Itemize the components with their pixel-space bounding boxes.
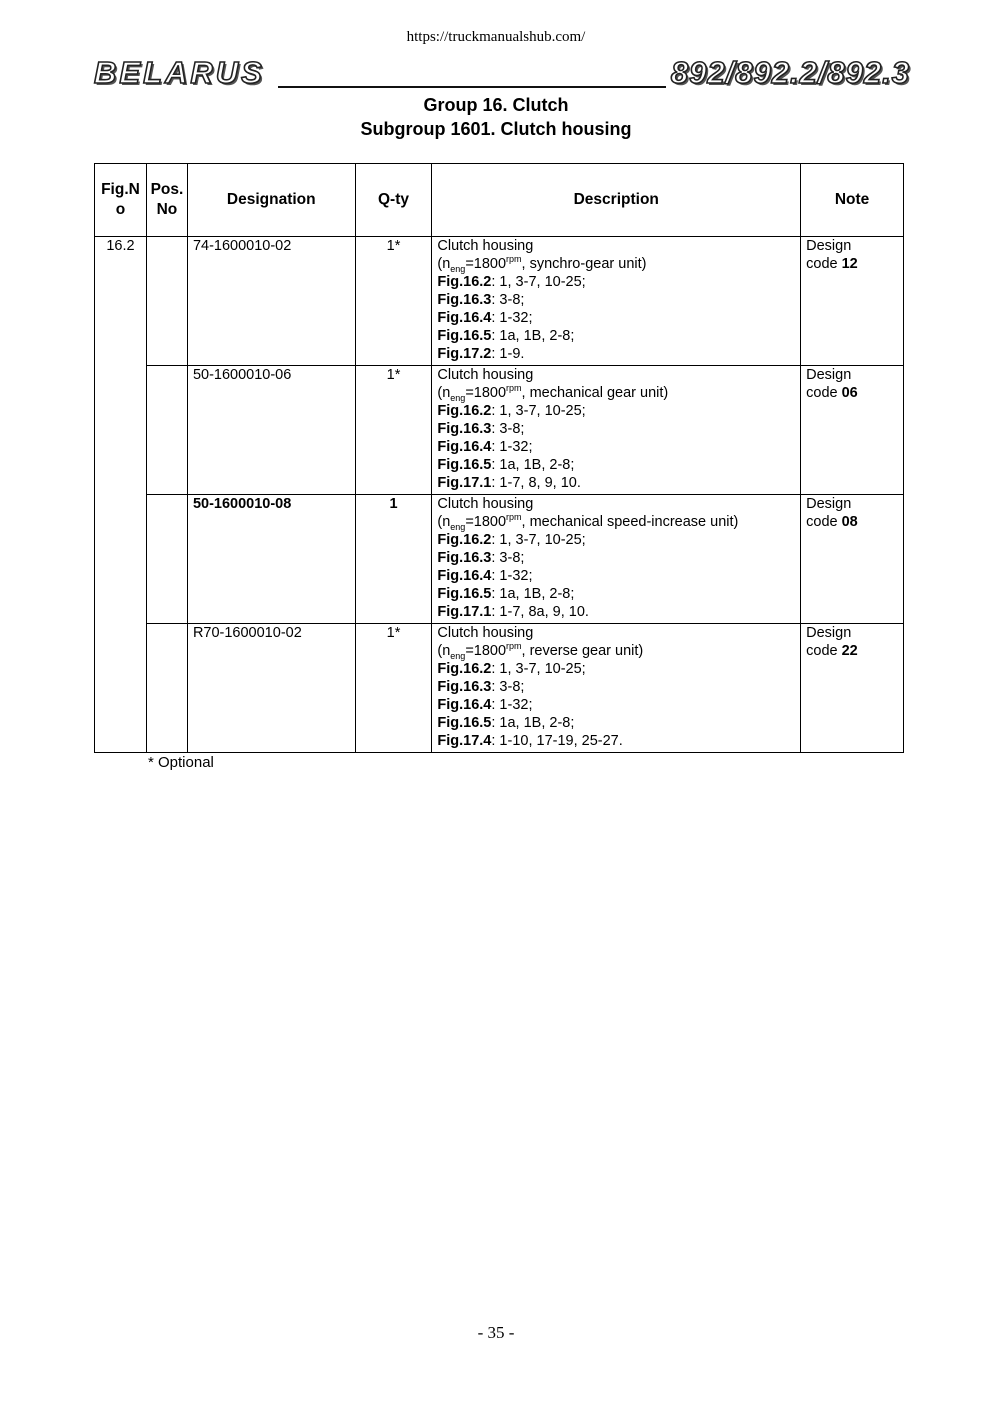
footnote: * Optional (148, 754, 214, 771)
desc-sub: eng (450, 263, 466, 274)
description-title: Clutch housing (437, 367, 534, 383)
figure-ref-label: Fig.17.2 (437, 346, 492, 362)
note-cell (801, 495, 904, 624)
desc-n: (n (437, 256, 451, 272)
figure-reference (437, 696, 795, 714)
figure-ref-positions: : 1a, 1B, 2-8; (491, 328, 575, 344)
brand-logo: BELARUS (94, 55, 265, 90)
figure-ref-label: Fig.16.5 (437, 715, 492, 731)
note-code-line (806, 384, 898, 402)
figure-reference (437, 345, 795, 363)
qty-cell (355, 624, 432, 753)
designation-cell (187, 237, 355, 366)
source-url[interactable]: https://truckmanualshub.com/ (406, 29, 586, 45)
figure-ref-label: Fig.17.1 (437, 475, 492, 491)
description-cell (432, 237, 801, 366)
note-cell (801, 366, 904, 495)
note-label: Design (806, 367, 852, 383)
figure-reference (437, 678, 795, 696)
desc-sub: eng (450, 521, 466, 532)
col-header-pos-no: Pos. No (146, 164, 187, 237)
figure-ref-positions: : 1a, 1B, 2-8; (491, 715, 575, 731)
designation-cell (187, 366, 355, 495)
desc-eq: =1800 (465, 514, 507, 530)
table-row (95, 495, 904, 624)
figure-reference (437, 714, 795, 732)
design-code: 08 (841, 514, 858, 530)
note-label: Design (806, 625, 852, 641)
figure-ref-positions: : 1, 3-7, 10-25; (491, 532, 586, 548)
col-header-fig-no: Fig.N o (95, 164, 147, 237)
description-title: Clutch housing (437, 625, 534, 641)
desc-n: (n (437, 385, 451, 401)
figure-ref-label: Fig.17.4 (437, 733, 492, 749)
designation-text: 50-1600010-08 (192, 496, 292, 512)
figure-reference (437, 309, 795, 327)
design-code: 12 (841, 256, 858, 272)
desc-eq: =1800 (465, 256, 507, 272)
desc-sup: rpm (506, 512, 522, 523)
figure-ref-positions: : 1-7, 8, 9, 10. (491, 475, 581, 491)
pos-number-cell (146, 624, 187, 753)
col-header-note: Note (801, 164, 904, 237)
desc-n: (n (437, 643, 451, 659)
description-speed (437, 255, 795, 273)
figure-reference (437, 291, 795, 309)
pos-number-cell (146, 237, 187, 366)
note-code-prefix: code (806, 385, 842, 401)
page-number: - 35 - (477, 1323, 515, 1342)
figure-ref-positions: : 3-8; (491, 421, 525, 437)
desc-sup: rpm (506, 641, 522, 652)
figure-reference (437, 402, 795, 420)
figure-reference (437, 456, 795, 474)
desc-rest: , reverse gear unit) (521, 643, 644, 659)
figure-reference (437, 732, 795, 750)
figure-ref-positions: : 1, 3-7, 10-25; (491, 403, 586, 419)
figure-ref-positions: : 3-8; (491, 292, 525, 308)
model-number: 892/892.2/892.3 (670, 55, 910, 90)
figure-ref-label: Fig.16.3 (437, 421, 492, 437)
desc-rest: , mechanical speed-increase unit) (521, 514, 739, 530)
description-title: Clutch housing (437, 496, 534, 512)
figure-reference (437, 549, 795, 567)
figure-ref-positions: : 1a, 1B, 2-8; (491, 457, 575, 473)
figure-reference (437, 603, 795, 621)
figure-ref-positions: : 3-8; (491, 550, 525, 566)
figure-ref-label: Fig.16.4 (437, 310, 492, 326)
note-code-line (806, 642, 898, 660)
desc-sub: eng (450, 650, 466, 661)
table-row (95, 624, 904, 753)
figure-ref-label: Fig.16.5 (437, 328, 492, 344)
figure-reference (437, 273, 795, 291)
note-code-line (806, 513, 898, 531)
col-header-qty: Q-ty (355, 164, 432, 237)
design-code: 22 (841, 643, 858, 659)
note-cell (801, 237, 904, 366)
qty-text: 1 (389, 496, 398, 512)
desc-rest: , synchro-gear unit) (521, 256, 647, 272)
note-label: Design (806, 496, 852, 512)
subgroup-title: Subgroup 1601. Clutch housing (360, 119, 632, 139)
figure-ref-label: Fig.16.2 (437, 661, 492, 677)
note-cell (801, 624, 904, 753)
figure-ref-label: Fig.16.4 (437, 697, 492, 713)
figure-reference (437, 585, 795, 603)
desc-n: (n (437, 514, 451, 530)
figure-ref-positions: : 1-32; (491, 568, 533, 584)
design-code: 06 (841, 385, 858, 401)
figure-ref-label: Fig.17.1 (437, 604, 492, 620)
figure-ref-positions: : 1, 3-7, 10-25; (491, 274, 586, 290)
table-row (95, 237, 904, 366)
description-speed (437, 513, 795, 531)
figure-ref-label: Fig.16.3 (437, 679, 492, 695)
figure-ref-label: Fig.16.3 (437, 292, 492, 308)
figure-ref-positions: : 1-32; (491, 310, 533, 326)
group-title: Group 16. Clutch (423, 95, 569, 115)
figure-reference (437, 438, 795, 456)
qty-cell (355, 366, 432, 495)
parts-table (94, 163, 904, 753)
figure-ref-label: Fig.16.2 (437, 403, 492, 419)
designation-cell (187, 495, 355, 624)
figure-reference (437, 420, 795, 438)
desc-sup: rpm (506, 383, 522, 394)
figure-reference (437, 567, 795, 585)
desc-eq: =1800 (465, 385, 507, 401)
description-cell (432, 495, 801, 624)
table-row (95, 366, 904, 495)
figure-ref-positions: : 1-10, 17-19, 25-27. (491, 733, 623, 749)
desc-sub: eng (450, 392, 466, 403)
qty-cell (355, 495, 432, 624)
designation-text: 50-1600010-06 (192, 367, 292, 383)
col-header-description: Description (432, 164, 801, 237)
qty-text: 1* (386, 238, 401, 254)
figure-ref-label: Fig.16.5 (437, 457, 492, 473)
figure-ref-label: Fig.16.4 (437, 439, 492, 455)
figure-reference (437, 327, 795, 345)
qty-text: 1* (386, 367, 401, 383)
col-header-designation: Designation (187, 164, 355, 237)
figure-ref-positions: : 1-32; (491, 697, 533, 713)
description-cell (432, 366, 801, 495)
figure-reference (437, 660, 795, 678)
designation-text: 74-1600010-02 (192, 238, 292, 254)
note-label: Design (806, 238, 852, 254)
table-header-row (95, 164, 904, 237)
desc-sup: rpm (506, 254, 522, 265)
figure-ref-positions: : 1-9. (491, 346, 525, 362)
note-code-prefix: code (806, 514, 842, 530)
note-code-prefix: code (806, 643, 842, 659)
desc-eq: =1800 (465, 643, 507, 659)
pos-number-cell (146, 366, 187, 495)
document-header (94, 55, 910, 95)
figure-ref-label: Fig.16.2 (437, 532, 492, 548)
qty-text: 1* (386, 625, 401, 641)
figure-ref-label: Fig.16.5 (437, 586, 492, 602)
pos-number-cell (146, 495, 187, 624)
description-speed (437, 642, 795, 660)
note-code-line (806, 255, 898, 273)
figure-ref-positions: : 1-32; (491, 439, 533, 455)
designation-cell (187, 624, 355, 753)
figure-ref-positions: : 1a, 1B, 2-8; (491, 586, 575, 602)
description-speed (437, 384, 795, 402)
note-code-prefix: code (806, 256, 842, 272)
description-cell (432, 624, 801, 753)
figure-ref-label: Fig.16.4 (437, 568, 492, 584)
figure-reference (437, 474, 795, 492)
figure-reference (437, 531, 795, 549)
figure-ref-positions: : 1, 3-7, 10-25; (491, 661, 586, 677)
qty-cell (355, 237, 432, 366)
figure-ref-label: Fig.16.2 (437, 274, 492, 290)
designation-text: R70-1600010-02 (192, 625, 302, 641)
fig-number-cell: 16.2 (95, 237, 147, 753)
description-title: Clutch housing (437, 238, 534, 254)
figure-ref-positions: : 1-7, 8a, 9, 10. (491, 604, 589, 620)
figure-ref-positions: : 3-8; (491, 679, 525, 695)
header-rule (278, 86, 666, 88)
desc-rest: , mechanical gear unit) (521, 385, 669, 401)
figure-ref-label: Fig.16.3 (437, 550, 492, 566)
